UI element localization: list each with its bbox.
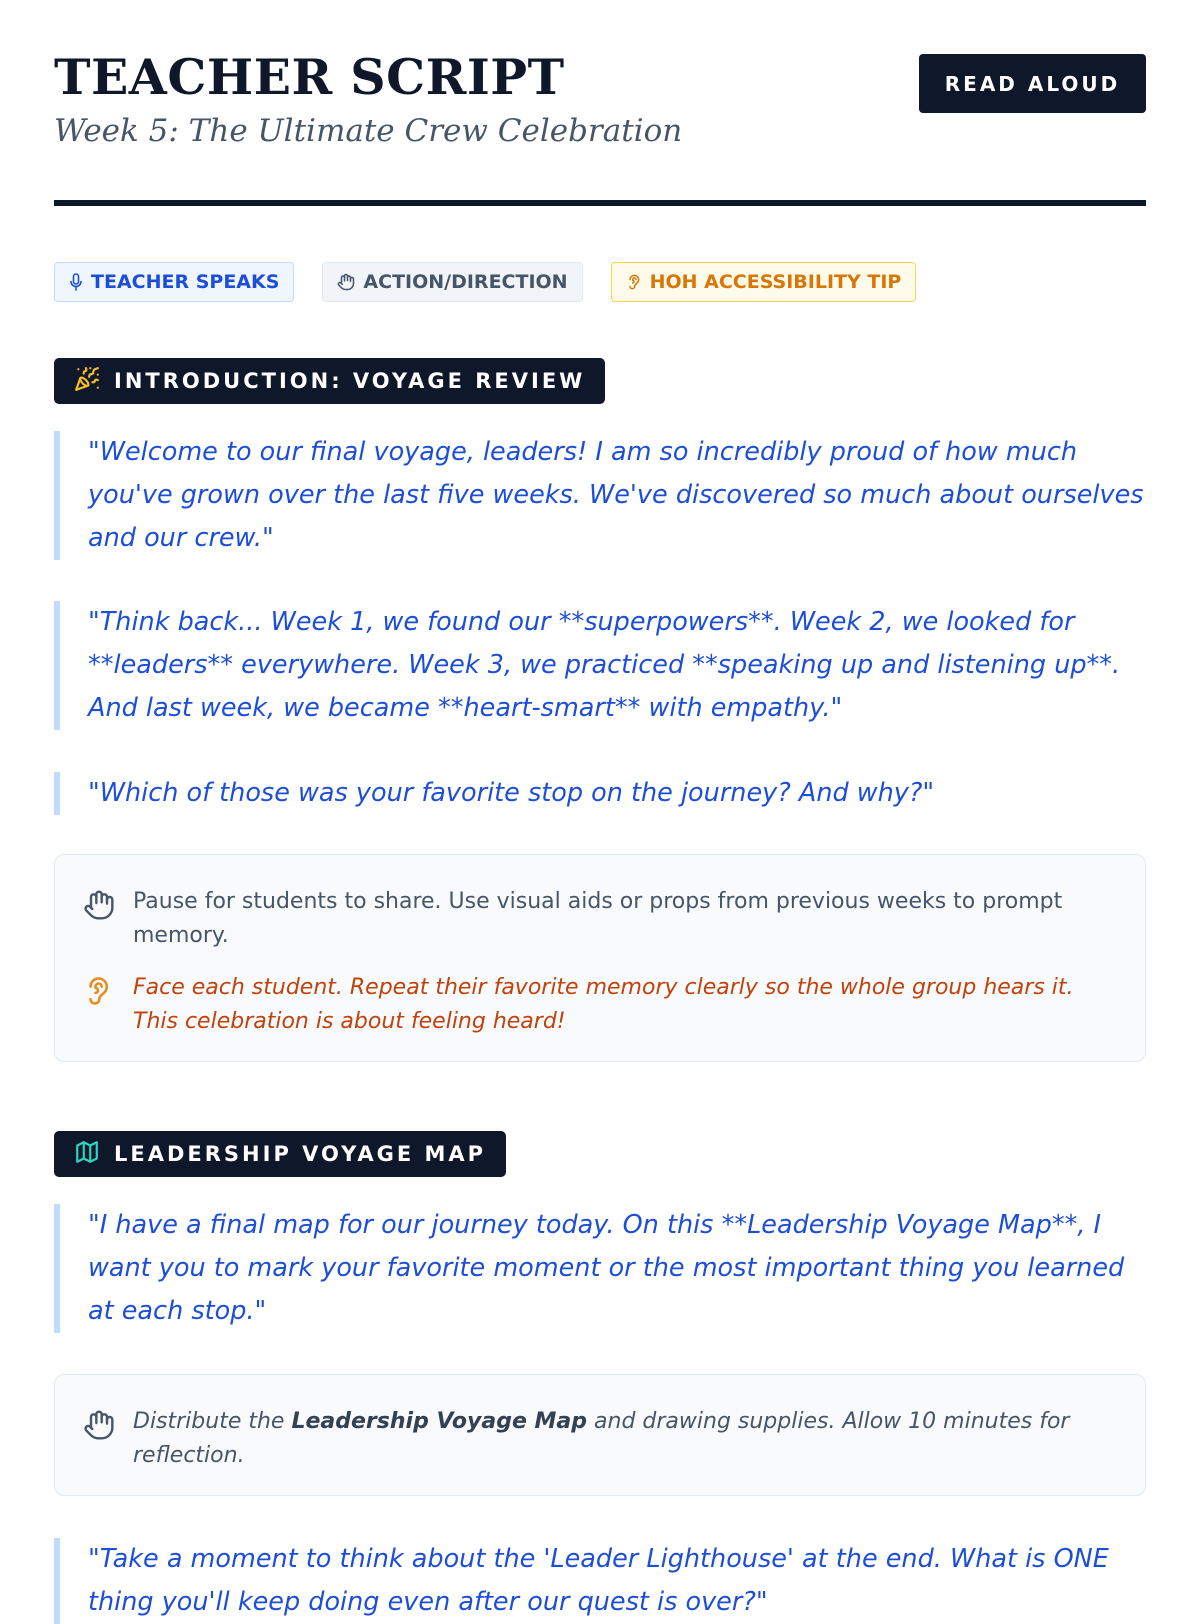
header-divider xyxy=(54,200,1146,206)
teacher-quote: "I have a final map for our journey today. On this **Leadership Voyage Map**, I want you to mark your favorite moment or the most important thing you learned at each stop." xyxy=(54,1204,1146,1333)
page-subtitle: Week 5: The Ultimate Crew Celebration xyxy=(54,112,683,149)
section-heading-label: INTRODUCTION: VOYAGE REVIEW xyxy=(114,369,586,393)
direction-card xyxy=(54,1374,1146,1496)
hand-icon xyxy=(83,1409,115,1445)
action-text: Pause for students to share. Use visual aids or props from previous weeks to prompt memory. xyxy=(133,889,1063,948)
legend-hoh-tip-label: HOH ACCESSIBILITY TIP xyxy=(649,271,902,293)
map-icon xyxy=(74,1139,100,1170)
action-text xyxy=(133,1405,1115,1473)
teacher-quote: "Welcome to our final voyage, leaders! I am so incredibly proud of how much you've grown over the last five weeks. We've discovered so much about ourselves and our crew." xyxy=(54,431,1146,560)
tip-row xyxy=(83,971,1115,1039)
legend-teacher-speaks xyxy=(54,262,294,302)
page-header xyxy=(54,48,1146,149)
legend-hoh-tip xyxy=(611,262,917,302)
teacher-quote: "Think back... Week 1, we found our **superpowers**. Week 2, we looked for **leaders** everywhere. Week 3, we practiced **speaking up and listening up**. And last week, we became **heart-smart** with empathy." xyxy=(54,601,1146,730)
microphone-icon xyxy=(69,273,83,291)
ear-icon xyxy=(626,273,642,291)
action-text-post: and drawing supplies. Allow 10 minutes for reflection. xyxy=(133,1409,1070,1468)
action-text-pre: Distribute the xyxy=(133,1409,292,1434)
ear-icon xyxy=(83,975,115,1011)
party-popper-icon xyxy=(74,366,100,397)
read-aloud-button[interactable]: READ ALOUD xyxy=(919,54,1146,113)
legend-teacher-speaks-label: TEACHER SPEAKS xyxy=(91,271,280,293)
teacher-quote: "Take a moment to think about the 'Leader Lighthouse' at the end. What is ONE thing you'll keep doing even after our quest is over?" xyxy=(54,1538,1146,1624)
section-heading-introduction xyxy=(54,358,605,404)
hand-icon xyxy=(337,273,355,291)
teacher-quote: "Which of those was your favorite stop on the journey? And why?" xyxy=(54,772,1146,815)
hoh-tip-text: Face each student. Repeat their favorite memory clearly so the whole group hears it. This celebration is about feeling heard! xyxy=(133,975,1074,1034)
section-heading-label: LEADERSHIP VOYAGE MAP xyxy=(114,1142,487,1166)
direction-card xyxy=(54,854,1146,1062)
hand-icon xyxy=(83,889,115,925)
action-row xyxy=(83,1405,1115,1473)
page-title: TEACHER SCRIPT xyxy=(54,48,565,106)
legend xyxy=(54,262,916,302)
action-row xyxy=(83,885,1115,953)
section-heading-voyage-map xyxy=(54,1131,506,1177)
legend-action-direction-label: ACTION/DIRECTION xyxy=(363,271,568,293)
action-text-bold: Leadership Voyage Map xyxy=(291,1409,588,1434)
legend-action-direction xyxy=(322,262,582,302)
